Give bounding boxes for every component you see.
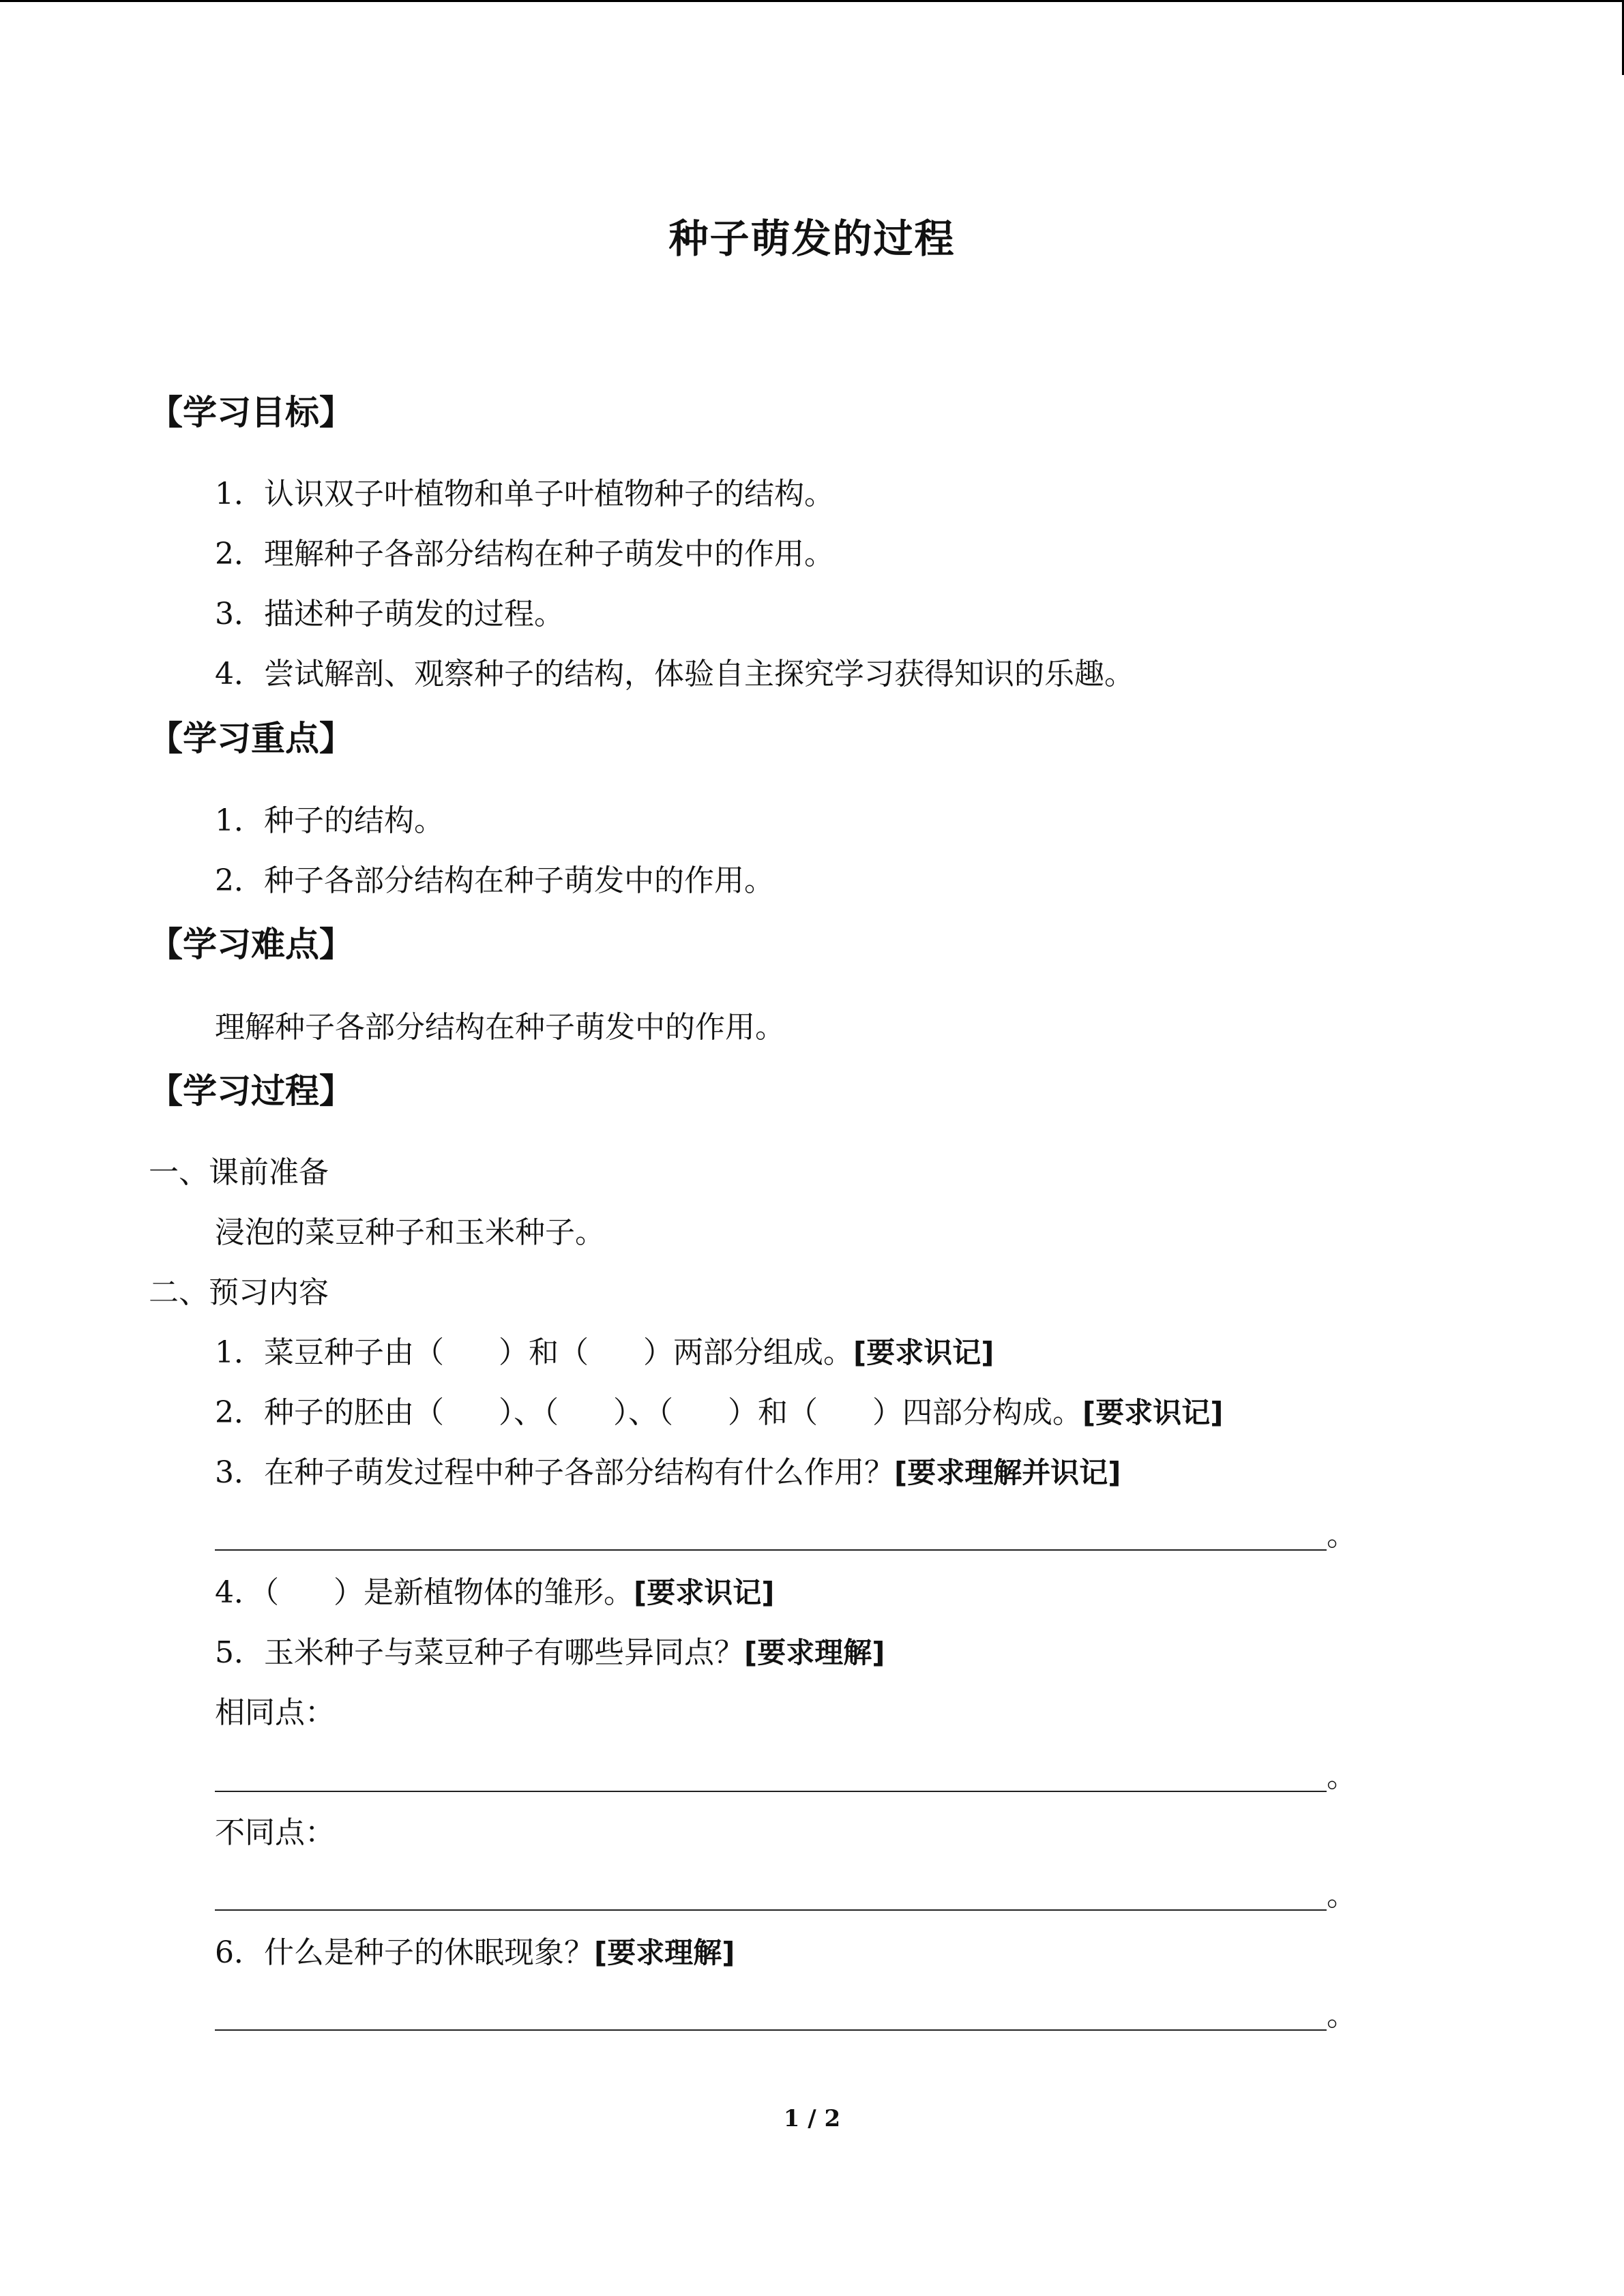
question-3: 3．在种子萌发过程中种子各部分结构有什么作用？[要求理解并识记] (215, 1455, 1121, 1490)
requirement-tag: [要求识记] (853, 1336, 994, 1369)
key-points-heading: 【学习重点】 (149, 719, 353, 758)
same-points-label: 相同点： (215, 1695, 335, 1730)
answer-period: 。 (1327, 1878, 1357, 1913)
question-5: 5．玉米种子与菜豆种子有哪些异同点？[要求理解] (215, 1635, 885, 1670)
process-heading: 【学习过程】 (149, 1071, 353, 1111)
answer-line-q6[interactable] (215, 2029, 1327, 2031)
answer-line-q3[interactable] (215, 1549, 1327, 1551)
prep-title: 一、课前准备 (149, 1155, 329, 1190)
page-number: 1 / 2 (783, 2105, 841, 2132)
requirement-tag: [要求识记] (1082, 1396, 1224, 1429)
answer-line-diff[interactable] (215, 1909, 1327, 1911)
answer-line-same[interactable] (215, 1791, 1327, 1792)
objective-item-3: 3．描述种子萌发的过程。 (215, 597, 564, 631)
difficulties-heading: 【学习难点】 (149, 925, 353, 964)
requirement-tag: [要求理解并识记] (894, 1456, 1121, 1489)
top-border (0, 0, 1624, 2)
answer-period: 。 (1327, 1998, 1357, 2033)
requirement-tag: [要求识记] (634, 1576, 775, 1609)
question-2: 2．种子的胚由（ ）、（ ）、（ ）和（ ）四部分构成。[要求识记] (215, 1395, 1224, 1430)
diff-points-label: 不同点： (215, 1815, 335, 1850)
key-point-item-1: 1．种子的结构。 (215, 803, 444, 838)
requirement-tag: [要求理解] (594, 1936, 735, 1969)
question-4: 4．（ ）是新植物体的雏形。[要求识记] (215, 1575, 775, 1610)
question-6: 6．什么是种子的休眠现象？[要求理解] (215, 1935, 735, 1970)
answer-period: 。 (1327, 1518, 1357, 1553)
prep-text: 浸泡的菜豆种子和玉米种子。 (215, 1215, 605, 1250)
question-1: 1．菜豆种子由（ ）和（ ）两部分组成。[要求识记] (215, 1335, 994, 1370)
key-point-item-2: 2．种子各部分结构在种子萌发中的作用。 (215, 863, 774, 898)
difficulties-text: 理解种子各部分结构在种子萌发中的作用。 (215, 1010, 785, 1045)
objectives-heading: 【学习目标】 (149, 393, 353, 432)
objective-item-4: 4．尝试解剖、观察种子的结构，体验自主探究学习获得知识的乐趣。 (215, 657, 1134, 691)
answer-period: 。 (1327, 1759, 1357, 1794)
page-title: 种子萌发的过程 (668, 215, 956, 262)
requirement-tag: [要求理解] (744, 1636, 885, 1669)
objective-item-1: 1．认识双子叶植物和单子叶植物种子的结构。 (215, 477, 834, 511)
objective-item-2: 2．理解种子各部分结构在种子萌发中的作用。 (215, 537, 834, 571)
preview-title: 二、预习内容 (149, 1275, 329, 1310)
